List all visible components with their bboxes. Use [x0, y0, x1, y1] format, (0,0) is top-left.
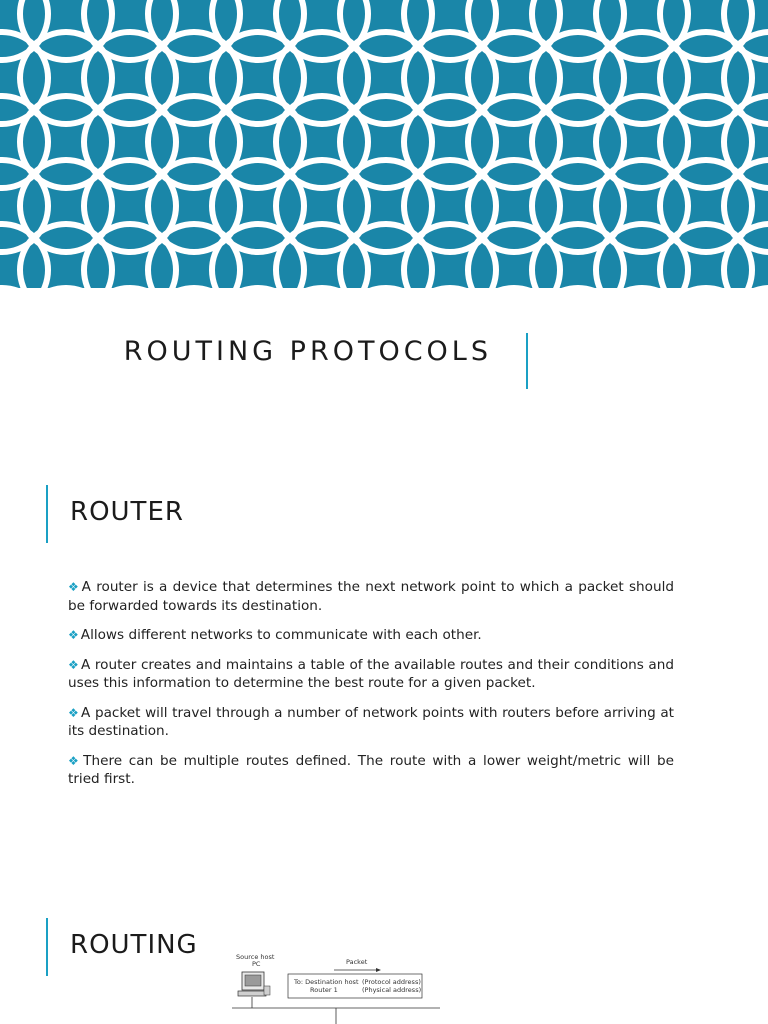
row1-right: (Protocol address) [362, 978, 421, 986]
list-item [68, 704, 674, 741]
router-accent-bar [46, 485, 48, 543]
header-pattern-banner [0, 0, 768, 288]
diamond-bullet-icon: ❖ [68, 705, 80, 720]
bullet-text: A router creates and maintains a table of the available routes and their conditions and uses this information to determine the best route for a given packet. [68, 656, 674, 691]
source-host-sublabel: PC [252, 960, 261, 968]
row2-right: (Physical address) [362, 986, 422, 994]
router-heading: ROUTER [70, 497, 184, 527]
diamond-bullet-icon: ❖ [68, 753, 82, 768]
bullet-text: There can be multiple routes defined. The route with a lower weight/metric will be tried first. [68, 752, 674, 787]
list-item [68, 626, 674, 645]
circle-pattern-graphic [0, 0, 768, 288]
routing-accent-bar [46, 918, 48, 976]
source-host-label: Source host [236, 953, 275, 961]
title-accent-bar [526, 333, 528, 389]
routing-heading: ROUTING [70, 930, 198, 960]
title-slide [0, 288, 768, 438]
diamond-bullet-icon: ❖ [68, 657, 80, 672]
list-item [68, 752, 674, 789]
router-bullet-list [68, 578, 674, 800]
bullet-text: A router is a device that determines the next network point to which a packet should be forwarded towards its destination. [68, 579, 674, 614]
row2-left: Router 1 [310, 986, 338, 994]
row1-left: To: Destination host [294, 978, 359, 986]
packet-label: Packet [346, 958, 368, 966]
list-item [68, 578, 674, 615]
list-item [68, 656, 674, 693]
routing-diagram [226, 950, 446, 1024]
diamond-bullet-icon: ❖ [68, 628, 79, 642]
bullet-text: A packet will travel through a number of network points with routers before arriving at its destination. [68, 704, 674, 739]
pc-icon [238, 972, 270, 996]
bullet-text: Allows different networks to communicate with each other. [80, 627, 482, 643]
diamond-bullet-icon: ❖ [68, 580, 80, 594]
page-title: ROUTING PROTOCOLS [123, 336, 492, 367]
